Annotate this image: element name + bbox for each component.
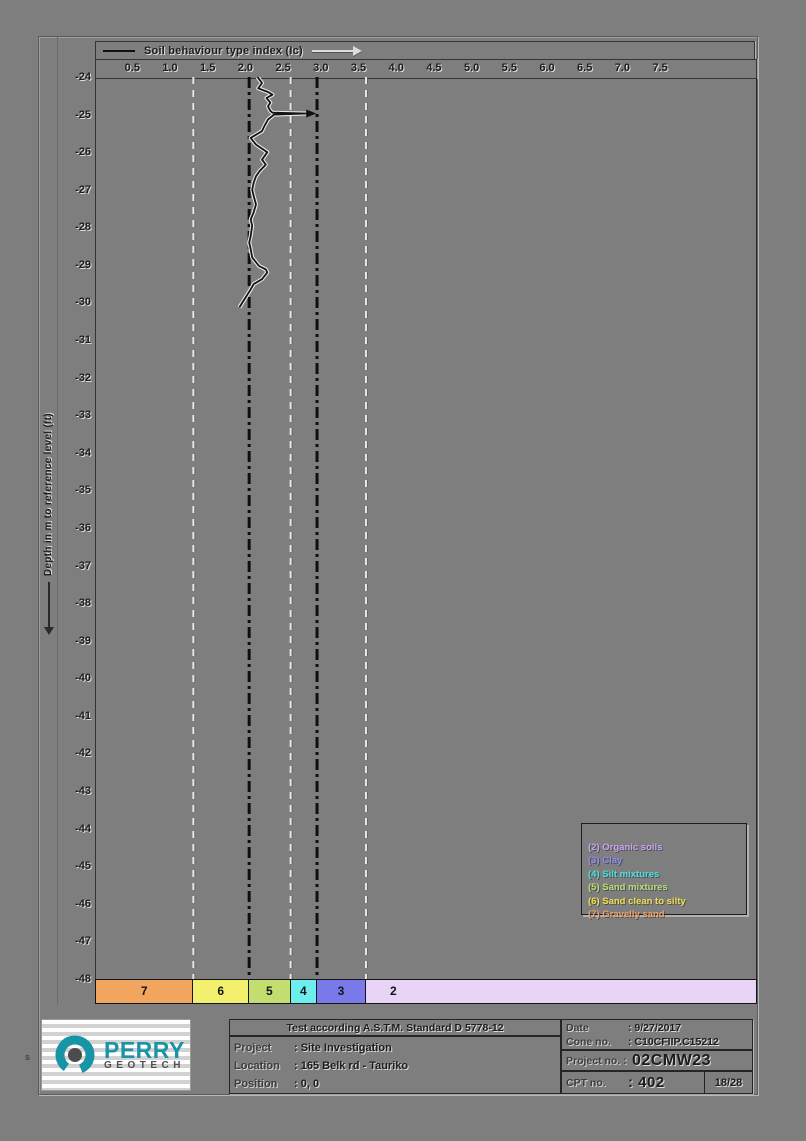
depth-tick-label: -31: [75, 334, 91, 347]
depth-tick-label: -37: [75, 559, 91, 572]
x-tick-label: 4.0: [388, 62, 404, 74]
y-axis-strip: [39, 37, 58, 1004]
soil-zone-segment: [366, 980, 756, 1003]
date-value: : 9/27/2017: [628, 1022, 682, 1034]
depth-axis: [57, 37, 95, 1004]
y-axis-label: [43, 413, 54, 628]
depth-tick-label: -48: [75, 972, 91, 985]
depth-tick-label: -34: [75, 446, 91, 459]
location-label: Location: [234, 1060, 280, 1072]
logo-name: PERRY: [104, 1036, 185, 1063]
cpt-no-cell: [561, 1071, 753, 1094]
x-tick-label: 6.0: [539, 62, 555, 74]
x-tick-label: 6.5: [577, 62, 593, 74]
ic-curve-sample-line-icon: [103, 50, 135, 52]
depth-tick-label: -27: [75, 183, 91, 196]
legend-item: (3) Clay: [588, 855, 623, 867]
x-tick-label: 0.5: [124, 62, 140, 74]
depth-tick-label: -39: [75, 634, 91, 647]
project-no-value: 02CMW23: [632, 1051, 712, 1069]
x-tick-label: 5.0: [463, 62, 480, 74]
legend: [581, 823, 747, 921]
soil-zone-number: 2: [390, 984, 397, 998]
cone-row: [566, 1035, 752, 1049]
depth-tick-label: -36: [75, 521, 91, 534]
perry-swirl-icon: [52, 1032, 98, 1078]
depth-tick-label: -30: [75, 296, 91, 309]
depth-tick-label: -28: [75, 221, 91, 234]
legend-item: (7) Gravelly sand: [588, 909, 665, 921]
soil-zone-number: 4: [299, 984, 307, 998]
x-tick-label: 7.5: [652, 62, 668, 74]
company-logo: [41, 1019, 191, 1091]
depth-tick-label: -41: [75, 709, 91, 722]
x-tick-label: 7.0: [614, 62, 631, 74]
soil-zone-number: 6: [217, 984, 225, 998]
project-value: : Site Investigation: [294, 1042, 392, 1054]
project-no-label: Project no. :: [566, 1054, 627, 1067]
depth-tick-label: -25: [75, 108, 91, 121]
position-label: Position: [234, 1078, 278, 1090]
depth-tick-label: -43: [75, 785, 91, 798]
x-tick-label: 3.0: [313, 62, 329, 74]
depth-tick-label: -26: [75, 146, 91, 159]
right-arrow-icon: [312, 50, 354, 52]
date-label: Date: [566, 1022, 589, 1034]
logo-text: [104, 1036, 185, 1071]
down-arrow-icon: [47, 582, 49, 628]
x-axis-ticks: [95, 59, 757, 79]
x-axis-title: Soil behaviour type index (Ic): [144, 44, 303, 57]
soil-zone-segment: [96, 980, 193, 1003]
refusal-arrow-icon: [306, 109, 316, 117]
x-tick-label: 2.5: [275, 62, 291, 74]
depth-tick-label: -32: [75, 371, 91, 384]
date-row: [566, 1021, 752, 1035]
depth-tick-label: -42: [75, 747, 91, 760]
depth-tick-label: -44: [75, 822, 91, 835]
standard-cell: Test according A.S.T.M. Standard D 5778-12: [229, 1019, 561, 1036]
legend-item: (5) Sand mixtures: [588, 882, 668, 894]
soil-zone-number: 3: [337, 984, 345, 998]
depth-tick-label: -40: [75, 672, 91, 685]
page-number: 18/28: [704, 1072, 752, 1093]
margin-note: s: [25, 1052, 31, 1062]
position-value: : 0, 0: [294, 1078, 320, 1090]
x-tick-label: 1.5: [200, 62, 216, 74]
soil-zone-segment: [249, 980, 290, 1003]
location-row: [234, 1057, 560, 1075]
project-info-cell: [229, 1036, 561, 1094]
cpt-no-row: [562, 1072, 704, 1093]
logo-subtitle: GEOTECH: [104, 1059, 185, 1071]
soil-zone-segment: [317, 980, 366, 1003]
project-label: Project: [234, 1042, 272, 1054]
report-page: [38, 36, 758, 1095]
soil-zone-bar: [95, 979, 757, 1004]
cpt-no-label: CPT no.: [566, 1076, 606, 1089]
depth-tick-label: -29: [75, 258, 91, 271]
y-axis-label-text: Depth in m to reference level (ft): [42, 412, 54, 577]
location-value: : 165 Belk rd - Tauriko: [294, 1060, 409, 1072]
legend-item: (2) Organic soils: [588, 842, 663, 853]
x-tick-label: 4.5: [426, 62, 442, 74]
date-cone-cell: [561, 1019, 753, 1050]
depth-tick-label: -47: [75, 935, 91, 948]
depth-tick-label: -24: [75, 71, 91, 83]
position-row: [234, 1075, 560, 1093]
depth-tick-label: -35: [75, 484, 91, 497]
depth-tick-label: -46: [75, 897, 91, 910]
x-tick-label: 3.5: [350, 62, 367, 74]
legend-item: (6) Sand clean to silty: [588, 895, 686, 907]
soil-zone-segment: [193, 980, 249, 1003]
depth-tick-label: -33: [75, 409, 91, 422]
x-tick-label: 1.0: [162, 62, 178, 74]
soil-zone-number: 5: [266, 984, 273, 998]
x-tick-label: 5.5: [501, 62, 517, 74]
cone-label: Cone no.: [566, 1036, 611, 1048]
project-no-row: [566, 1051, 752, 1070]
cpt-no-value: : 402: [628, 1074, 665, 1091]
project-no-cell: [561, 1050, 753, 1071]
x-axis-title-band: [95, 41, 755, 59]
soil-zone-number: 7: [140, 984, 148, 998]
project-row: [234, 1039, 560, 1057]
depth-tick-label: -45: [75, 860, 91, 873]
x-tick-label: 2.0: [237, 62, 254, 74]
soil-zone-segment: [291, 980, 317, 1003]
depth-tick-label: -38: [75, 597, 91, 610]
legend-item: (4) Silt mixtures: [588, 868, 660, 880]
cone-value: : C10CFIIP.C15212: [628, 1036, 719, 1048]
